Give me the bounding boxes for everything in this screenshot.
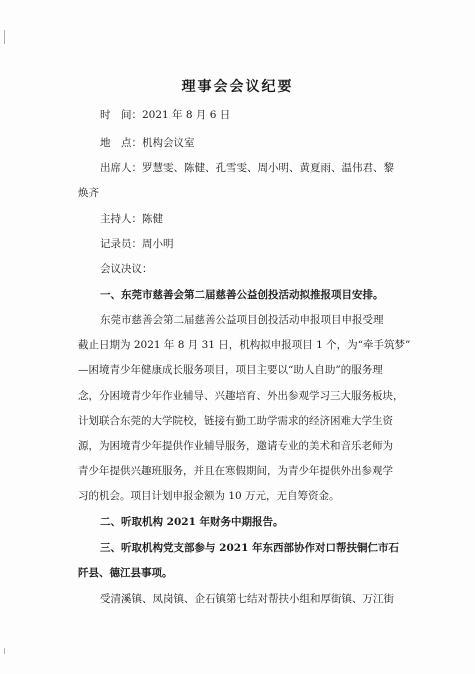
attendees-line-2: 焕齐 [78,187,99,199]
section-1-body-line: 源，为困境青少年提供作业辅导服务，邀请专业的美术和音乐老师为 [78,440,393,452]
section-2-heading: 二、听取机构 2021 年财务中期报告。 [100,516,284,528]
scan-edge-mark-bottom [4,648,5,654]
section-1-body-line: 计划联合东莞的大学院校，链接有勤工助学需求的经济困难大学生资 [78,415,393,427]
section-1-body-line: 青少年提供兴趣班服务，并且在寒假期间，为青少年提供外出参观学 [78,465,393,477]
meeting-recorder: 记录员：周小明 [100,238,174,250]
scan-edge-mark [4,30,5,44]
meeting-time: 时 间：2021 年 8 月 6 日 [100,109,231,121]
section-3-body-line: 受清溪镇、凤岗镇、企石镇第七结对帮扶小组和厚街镇、万江街 [100,593,394,605]
section-3-heading-line-2: 阡县、德江县事项。 [78,567,173,579]
section-1-body-line: 截止日期为 2021 年 8 月 31 日，机构拟申报项目 1 个，为“牵手筑梦” [78,339,411,351]
attendees-line-1: 出席人：罗慧雯、陈健、孔雪雯、周小明、黄夏雨、温伟君、黎 [100,162,394,174]
section-1-body-line: 东莞市慈善会第二届慈善公益项目创投活动申报项目申报受理 [100,314,384,326]
meeting-host: 主持人：陈健 [100,213,163,225]
section-1-heading: 一、东莞市慈善会第二届慈善公益创投活动拟推报项目安排。 [100,289,384,301]
resolution-label: 会议决议： [100,263,153,275]
meeting-place: 地 点：机构会议室 [100,137,195,149]
document-title: 理事会会议纪要 [181,79,294,95]
section-1-body-line: 念，分困境青少年作业辅导、兴趣培育、外出参观学习三大服务板块， [78,390,404,402]
section-3-heading-line-1: 三、听取机构党支部参与 2021 年东西部协作对口帮扶铜仁市石 [100,542,400,554]
section-1-body-line: —困境青少年健康成长服务项目，项目主要以“助人自助”的服务理 [78,364,383,376]
section-1-body-line: 习的机会。项目计划申报金额为 10 万元，无自筹资金。 [78,490,340,502]
